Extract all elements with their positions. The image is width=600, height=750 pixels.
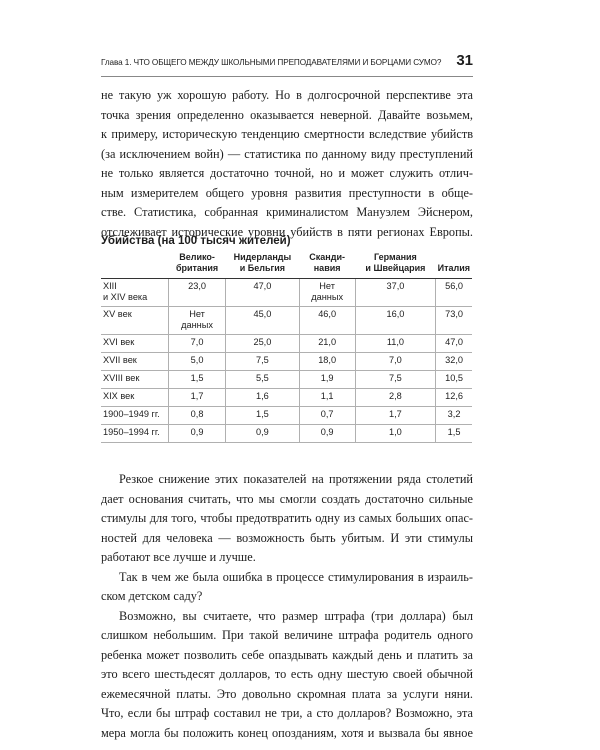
- row-label: 1900–1949 гг.: [101, 407, 168, 425]
- text-line: Так в чем же была ошибка в процессе стимулирования в израиль-: [119, 569, 473, 584]
- table-cell: 7,5: [226, 353, 299, 371]
- table-row: [101, 353, 472, 371]
- row-label: XVII век: [101, 353, 168, 371]
- row-label: XIII и XIV века: [101, 279, 168, 307]
- table-cell: 1,7: [168, 389, 225, 407]
- table-cell: 25,0: [226, 335, 299, 353]
- text-line: ежемесячной платы. Это довольно скромная плата за услуги няни.: [101, 686, 473, 701]
- text-line: ным измерителем общего уровня развития преступности в обще-: [101, 185, 473, 200]
- table-cell: 11,0: [355, 335, 435, 353]
- table-cell: 3,2: [436, 407, 472, 425]
- table-cell: 1,9: [299, 371, 355, 389]
- table-row: [101, 279, 472, 307]
- column-header-region: [436, 252, 472, 279]
- text-line: Возможно, вы считаете, что размер штрафа (три доллара) был: [119, 608, 473, 623]
- text-line: к примеру, историческую тенденцию смертности вследствие убийств: [101, 127, 473, 141]
- header-text: навия: [313, 263, 341, 273]
- table-cell: 0,9: [226, 425, 299, 443]
- table-cell: 1,0: [355, 425, 435, 443]
- table-cell: 0,8: [168, 407, 225, 425]
- table-cell: 1,5: [168, 371, 225, 389]
- text-line: слишком небольшим. При такой величине штрафа родитель одного: [101, 628, 473, 642]
- text-line: дает основания считать, что мы смогли создать достаточно сильные: [101, 491, 473, 506]
- table-cell: 7,0: [355, 353, 435, 371]
- text-line: Что, если бы штраф составил не три, а сто долларов? Возможно, эта: [101, 706, 473, 720]
- table-row: [101, 307, 472, 335]
- column-header-region: [299, 252, 355, 279]
- table-cell: 1,5: [226, 407, 299, 425]
- table-cell: 1,1: [299, 389, 355, 407]
- text-line: это всего шестьдесят долларов, то есть одну шестую своей обычной: [101, 667, 473, 681]
- header-text: Германия: [374, 252, 417, 262]
- table-row: [101, 389, 472, 407]
- table-header-row: [101, 252, 472, 279]
- text-line: ностей для человека — возможность быть убитым. И эти стимулы: [101, 530, 473, 545]
- header-text: и Швейцария: [365, 263, 426, 273]
- table-cell: 73,0: [436, 307, 472, 335]
- table-cell: 21,0: [299, 335, 355, 353]
- table-cell: 0,9: [168, 425, 225, 443]
- table-cell: 23,0: [168, 279, 225, 307]
- table-cell: 47,0: [436, 335, 472, 353]
- header-text: Нидерланды: [233, 252, 292, 262]
- table-cell: 5,0: [168, 353, 225, 371]
- paragraph-intro: [101, 86, 473, 242]
- row-label: XVIII век: [101, 371, 168, 389]
- text-line: стве. Статистика, собранная криминалистом Мануэлем Эйснером,: [101, 205, 473, 219]
- table-cell: 10,5: [436, 371, 472, 389]
- text-line: (за исключением войн) — статистика по данному виду преступлений: [101, 146, 473, 161]
- text-line: точка зрения определенно оказывается неверной. Давайте возьмем,: [101, 107, 473, 122]
- text-line: не такую уж хорошую работу. Но в долгосрочной перспективе эта: [101, 88, 473, 102]
- chapter-title: Глава 1. ЧТО ОБЩЕГО МЕЖДУ ШКОЛЬНЫМИ ПРЕПОДАВАТЕЛЯМИ И БОРЦАМИ СУМО?: [101, 58, 442, 67]
- table-row: [101, 335, 472, 353]
- row-label: 1950–1994 гг.: [101, 425, 168, 443]
- table-cell: 12,6: [436, 389, 472, 407]
- paragraph-conclusion: [101, 470, 473, 743]
- table-cell: 32,0: [436, 353, 472, 371]
- text-line: стимулы для того, чтобы предотвратить одну из самых больших опас-: [101, 511, 473, 525]
- table-cell: 1,6: [226, 389, 299, 407]
- table-body: [101, 279, 472, 443]
- table-cell: 37,0: [355, 279, 435, 307]
- table-cell: 5,5: [226, 371, 299, 389]
- table-cell: 7,0: [168, 335, 225, 353]
- header-text: Сканди-: [309, 252, 345, 262]
- page-number: 31: [456, 52, 473, 69]
- column-header-region: [226, 252, 299, 279]
- row-label: XIX век: [101, 389, 168, 407]
- text-line: ском детском саду?: [101, 589, 203, 603]
- table-title: Убийства (на 100 тысяч жителей): [101, 235, 291, 247]
- column-header-region: [355, 252, 435, 279]
- table-cell: 1,7: [355, 407, 435, 425]
- table-row: [101, 425, 472, 443]
- table-row: [101, 371, 472, 389]
- running-header: [101, 52, 473, 77]
- text-line: работают все лучше и лучше.: [101, 550, 256, 564]
- table-cell: 0,7: [299, 407, 355, 425]
- table-cell: 56,0: [436, 279, 472, 307]
- row-label: XV век: [101, 307, 168, 335]
- header-text: британия: [175, 263, 219, 273]
- table-cell: 0,9: [299, 425, 355, 443]
- table-cell: 1,5: [436, 425, 472, 443]
- column-header-period: [101, 252, 168, 279]
- column-header-region: [168, 252, 225, 279]
- table-cell: 45,0: [226, 307, 299, 335]
- text-line: не только является достаточно точной, но и может служить отлич-: [101, 166, 473, 180]
- text-line: ребенка может позволить себе опаздывать каждый день и платить за: [101, 647, 473, 662]
- header-text: и Бельгия: [239, 263, 286, 273]
- text-line: отслеживает исторические уровни убийств в пяти регионах Европы.: [101, 224, 473, 239]
- text-line: мера могла бы положить конец опозданиям, хотя и вызвала бы явное: [101, 725, 473, 740]
- table-cell: 18,0: [299, 353, 355, 371]
- row-label: XVI век: [101, 335, 168, 353]
- table-row: [101, 407, 472, 425]
- header-text: Велико-: [179, 252, 215, 262]
- table-cell: Нет данных: [299, 279, 355, 307]
- table-cell: 16,0: [355, 307, 435, 335]
- header-text: Италия: [437, 263, 470, 273]
- table-cell: 7,5: [355, 371, 435, 389]
- table-cell: 46,0: [299, 307, 355, 335]
- text-line: Резкое снижение этих показателей на протяжении ряда столетий: [119, 472, 473, 486]
- table-cell: Нет данных: [168, 307, 225, 335]
- table-cell: 2,8: [355, 389, 435, 407]
- table-cell: 47,0: [226, 279, 299, 307]
- murder-rate-table: [101, 252, 472, 443]
